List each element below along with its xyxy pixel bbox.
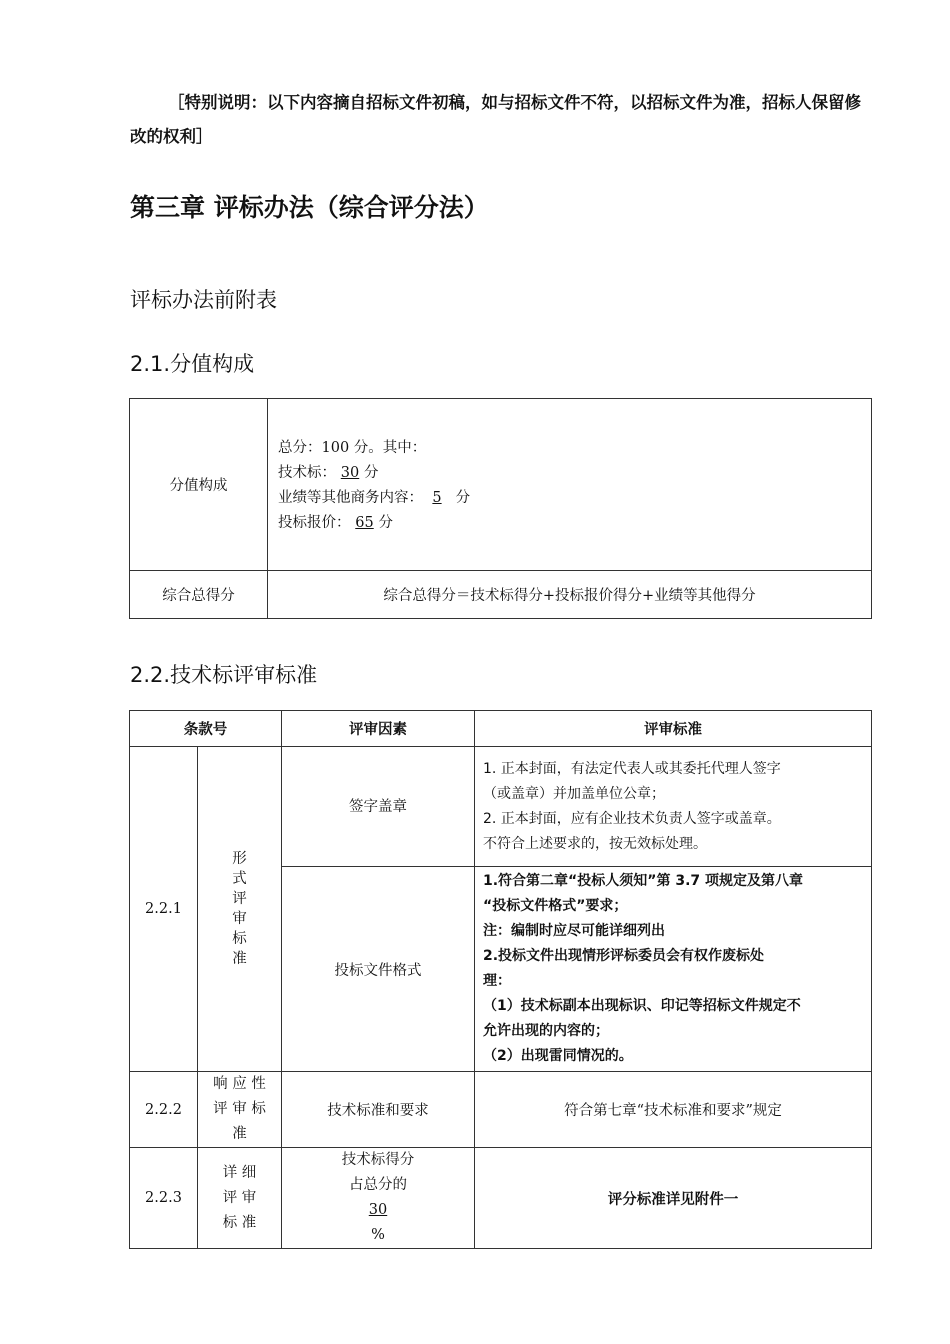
score-composition-table <box>129 398 872 619</box>
review-standard: 评分标准详见附件一 <box>475 1148 872 1249</box>
score-breakdown <box>268 399 872 571</box>
review-factor: 签字盖章 <box>282 747 475 867</box>
review-standard: 1.符合第二章“投标人须知”第 3.7 项规定及第八章 “投标文件格式”要求； 注：编制时应尽可能详细列出 2.投标文件出现情形评标委员会有权作废标处 理： （1）技术标副本出现标识、印记等招标文件规定不 允许出现的内容的； （2）出现雷同情况的。 <box>475 867 872 1072</box>
table-row <box>130 747 872 867</box>
table-row <box>130 399 872 571</box>
total-score-formula: 综合总得分＝技术标得分+投标报价得分+业绩等其他得分 <box>268 571 872 619</box>
clause-number: 2.2.2 <box>130 1072 198 1148</box>
section-2-1-heading: 2.1.分值构成 <box>130 352 255 376</box>
clause-number: 2.2.1 <box>130 747 198 1072</box>
section-2-2-heading: 2.2.技术标评审标准 <box>130 663 318 687</box>
row-label: 分值构成 <box>130 399 268 571</box>
column-header-clause: 条款号 <box>130 711 282 747</box>
total-score-line: 总分：100 分。其中： <box>278 439 427 456</box>
clause-number: 2.2.3 <box>130 1148 198 1249</box>
column-header-factor: 评审因素 <box>282 711 475 747</box>
tech-score-line: 技术标： 30 分 <box>278 464 379 481</box>
table-row <box>130 1148 872 1249</box>
table-header-row <box>130 711 872 747</box>
row-label: 综合总得分 <box>130 571 268 619</box>
business-score-line: 业绩等其他商务内容： 5 分 <box>278 489 471 506</box>
review-category: 形 式 评 审 标 准 <box>198 747 282 1072</box>
technical-review-table <box>129 710 872 1249</box>
price-score-line: 投标报价： 65 分 <box>278 514 393 531</box>
table-row <box>130 571 872 619</box>
review-category: 响 应 性 评 审 标 准 <box>198 1072 282 1148</box>
chapter-title: 第三章 评标办法（综合评分法） <box>130 193 489 222</box>
review-factor: 技术标准和要求 <box>282 1072 475 1148</box>
review-factor: 投标文件格式 <box>282 867 475 1072</box>
appendix-heading: 评标办法前附表 <box>130 288 277 312</box>
review-factor: 技术标得分 占总分的 30 % <box>282 1148 475 1249</box>
review-category: 详 细 评 审 标 准 <box>198 1148 282 1249</box>
review-standard: 符合第七章“技术标准和要求”规定 <box>475 1072 872 1148</box>
special-notice: ［特别说明：以下内容摘自招标文件初稿，如与招标文件不符，以招标文件为准，招标人保留修改的权利］ <box>130 93 861 146</box>
column-header-standard: 评审标准 <box>475 711 872 747</box>
table-row <box>130 1072 872 1148</box>
review-standard: 1. 正本封面，有法定代表人或其委托代理人签字 （或盖章）并加盖单位公章； 2. 正本封面，应有企业技术负责人签字或盖章。 不符合上述要求的，按无效标处理。 <box>475 747 872 867</box>
